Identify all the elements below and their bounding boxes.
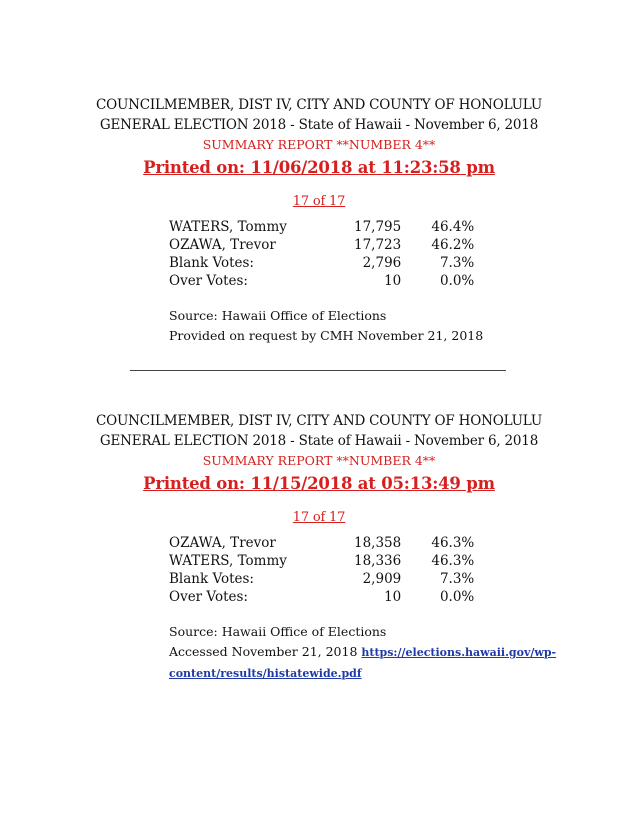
summary-report-label: SUMMARY REPORT **NUMBER 4** (202, 137, 436, 152)
page-count: 17 of 17 (292, 510, 346, 525)
vote-percent: 46.3% (431, 553, 475, 569)
vote-percent: 7.3% (439, 255, 475, 271)
link-continuation-line (169, 663, 569, 684)
page-count: 17 of 17 (292, 194, 346, 209)
summary-report-2 (0, 411, 638, 684)
vote-count: 17,795 (354, 219, 402, 235)
table-row (169, 272, 474, 290)
results-table (169, 534, 474, 606)
candidate-name: OZAWA, Trevor (169, 237, 276, 253)
source-notes (169, 306, 569, 346)
table-row (169, 552, 474, 570)
table-row (169, 236, 474, 254)
election-title: GENERAL ELECTION 2018 - State of Hawaii - November 6, 2018 (99, 117, 539, 133)
printed-timestamp: Printed on: 11/15/2018 at 05:13:49 pm (143, 474, 495, 493)
source-text: Source: Hawaii Office of Elections (169, 624, 387, 639)
table-row (169, 254, 474, 272)
vote-percent: 46.2% (431, 237, 475, 253)
results-pdf-link-continued[interactable]: content/results/histatewide.pdf (169, 667, 362, 680)
candidate-name: Over Votes: (169, 273, 248, 289)
candidate-name: WATERS, Tommy (169, 553, 287, 569)
vote-count: 2,909 (362, 571, 402, 587)
vote-count: 10 (384, 273, 402, 289)
vote-count: 2,796 (362, 255, 402, 271)
table-row (169, 570, 474, 588)
summary-report-label: SUMMARY REPORT **NUMBER 4** (202, 453, 436, 468)
results-pdf-link[interactable]: https://elections.hawaii.gov/wp- (361, 646, 557, 659)
results-table (169, 218, 474, 290)
section-divider (130, 370, 506, 371)
table-row (169, 588, 474, 606)
printed-timestamp: Printed on: 11/06/2018 at 11:23:58 pm (143, 158, 495, 177)
table-row (169, 534, 474, 552)
vote-percent: 7.3% (439, 571, 475, 587)
candidate-name: Blank Votes: (169, 255, 254, 271)
source-notes (169, 622, 569, 684)
race-title: COUNCILMEMBER, DIST IV, CITY AND COUNTY OF HONOLULU (95, 97, 543, 113)
vote-count: 18,336 (354, 553, 402, 569)
candidate-name: Over Votes: (169, 589, 248, 605)
accessed-note: Accessed November 21, 2018 (169, 644, 362, 659)
election-title: GENERAL ELECTION 2018 - State of Hawaii - November 6, 2018 (99, 433, 539, 449)
summary-report-1 (0, 95, 638, 346)
source-text: Source: Hawaii Office of Elections (169, 308, 387, 323)
candidate-name: Blank Votes: (169, 571, 254, 587)
race-title: COUNCILMEMBER, DIST IV, CITY AND COUNTY OF HONOLULU (95, 413, 543, 429)
accessed-line (169, 642, 569, 663)
vote-count: 18,358 (354, 535, 402, 551)
vote-percent: 0.0% (439, 273, 475, 289)
candidate-name: WATERS, Tommy (169, 219, 287, 235)
provided-note: Provided on request by CMH November 21, 2018 (169, 328, 484, 343)
vote-percent: 46.4% (431, 219, 475, 235)
vote-percent: 0.0% (439, 589, 475, 605)
vote-percent: 46.3% (431, 535, 475, 551)
candidate-name: OZAWA, Trevor (169, 535, 276, 551)
vote-count: 17,723 (354, 237, 402, 253)
vote-count: 10 (384, 589, 402, 605)
table-row (169, 218, 474, 236)
